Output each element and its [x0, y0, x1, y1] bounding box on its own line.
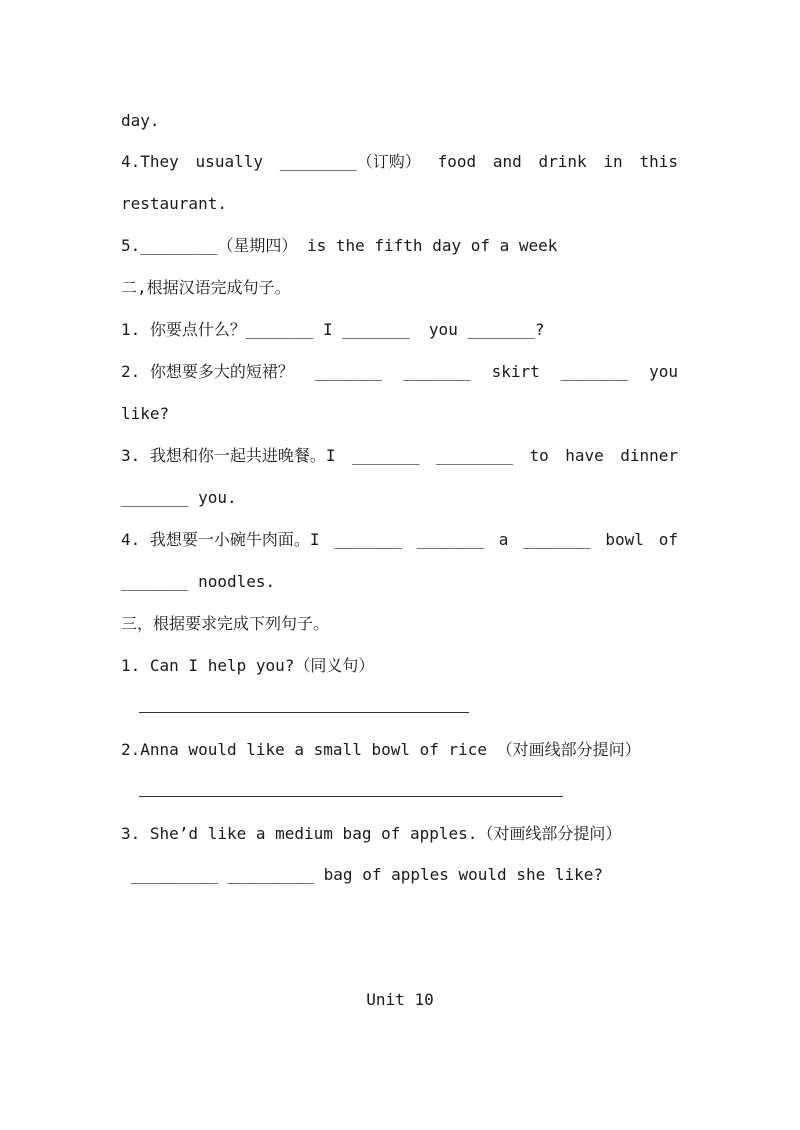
question-2-1: 1. 你要点什么？_______ I _______ you _______? — [121, 320, 545, 339]
word: _______ — [523, 530, 591, 549]
word: you — [649, 362, 678, 381]
word: 4. 我想要一小碗牛肉面。I — [121, 530, 320, 549]
answer-line — [139, 796, 563, 797]
word: 3. 我想和你一起共进晚餐。I — [121, 446, 336, 465]
word: bowl — [605, 530, 644, 549]
text-line: _______ you. — [121, 488, 237, 507]
section-heading-2: 二,根据汉语完成句子。 — [121, 278, 291, 297]
word: _______ — [416, 530, 484, 549]
word: and — [492, 152, 522, 171]
question-5-line: 5.________（星期四） is the fifth day of a week — [121, 236, 558, 255]
word: _______ — [334, 530, 402, 549]
word: ________（订购） — [279, 152, 421, 171]
word: _______ — [560, 362, 629, 381]
word: skirt — [491, 362, 540, 381]
word: ________ — [435, 446, 513, 465]
word: usually — [195, 152, 263, 171]
text-line: day. — [121, 111, 160, 130]
word: have — [565, 446, 604, 465]
text-line: _______ noodles. — [121, 572, 276, 591]
section-heading-3: 三，根据要求完成下列句子。 — [121, 614, 330, 633]
question-2-4 — [121, 530, 678, 550]
question-3-3: 3. She’d like a medium bag of apples.（对画线部分提问） — [121, 824, 622, 843]
word: of — [658, 530, 678, 549]
question-2-2 — [121, 362, 678, 382]
word: _______ — [352, 446, 420, 465]
word: drink — [538, 152, 587, 171]
word: in — [603, 152, 623, 171]
text-line: like? — [121, 404, 170, 423]
text-line: restaurant. — [121, 194, 227, 213]
page-footer-unit: Unit 10 — [366, 990, 434, 1009]
word: to — [529, 446, 549, 465]
question-3-3-answer: _________ _________ bag of apples would she like? — [131, 865, 604, 884]
word: _______ — [403, 362, 471, 381]
word: dinner — [620, 446, 678, 465]
question-4-line — [121, 152, 678, 172]
question-3-1: 1. Can I help you?（同义句） — [121, 656, 375, 675]
word: 4.They — [121, 152, 179, 171]
word: this — [639, 152, 678, 171]
question-2-3 — [121, 446, 678, 466]
word: _______ — [314, 362, 383, 381]
word: 2. 你想要多大的短裙？ — [121, 362, 294, 381]
word: a — [498, 530, 509, 549]
question-3-2: 2.Anna would like a small bowl of rice （对画线部分提问） — [121, 740, 641, 759]
word: food — [437, 152, 477, 171]
answer-line — [139, 712, 469, 713]
